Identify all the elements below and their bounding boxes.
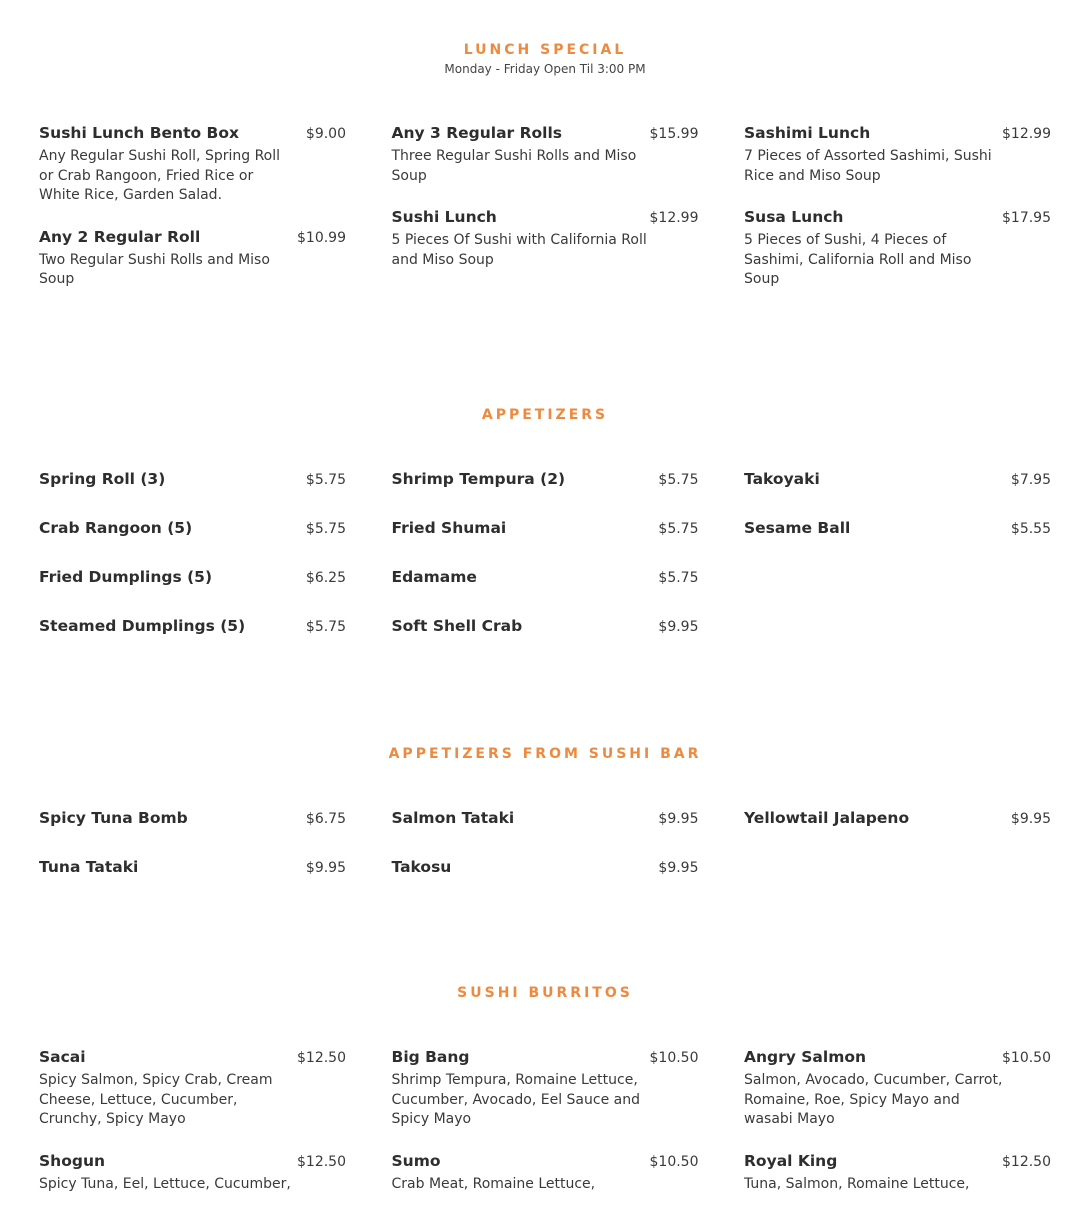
item-description: Salmon, Avocado, Cucumber, Carrot, Romaine, Roe, Spicy Mayo and wasabi Mayo bbox=[744, 1072, 1003, 1127]
item-price: $12.99 bbox=[649, 210, 699, 226]
item-name: Sesame Ball bbox=[744, 519, 851, 537]
section-title: APPETIZERS bbox=[481, 407, 609, 423]
item-description: Spicy Salmon, Spicy Crab, Cream Cheese, Lettuce, Cucumber, Crunchy, Spicy Mayo bbox=[39, 1072, 273, 1127]
sushi-bar-appetizers-grid bbox=[39, 809, 1051, 907]
item-price: $12.99 bbox=[1002, 126, 1051, 142]
item-name: Angry Salmon bbox=[744, 1048, 867, 1066]
menu-column bbox=[39, 470, 346, 666]
item-description: 5 Pieces Of Sushi with California Roll and Miso Soup bbox=[391, 232, 647, 268]
item-name: Edamame bbox=[391, 568, 477, 586]
menu-column bbox=[392, 470, 699, 666]
item-price: $6.75 bbox=[305, 811, 346, 827]
sushi-burritos-grid bbox=[39, 1048, 1051, 1216]
menu-item bbox=[39, 470, 346, 488]
item-price: $9.95 bbox=[658, 860, 699, 876]
menu-item bbox=[392, 568, 699, 586]
item-price: $7.95 bbox=[1010, 472, 1051, 488]
menu-item bbox=[39, 809, 346, 827]
menu-item bbox=[39, 568, 346, 586]
menu-column bbox=[392, 809, 699, 907]
item-name: Takosu bbox=[391, 858, 452, 876]
item-name: Sushi Lunch bbox=[391, 208, 497, 226]
item-price: $6.25 bbox=[305, 570, 346, 586]
item-price: $17.95 bbox=[1002, 210, 1051, 226]
menu-item bbox=[392, 519, 699, 537]
item-name: Crab Rangoon (5) bbox=[39, 519, 193, 537]
menu-column bbox=[392, 124, 699, 312]
menu-column bbox=[39, 1048, 346, 1216]
appetizers-grid bbox=[39, 470, 1051, 666]
menu-item bbox=[39, 228, 346, 290]
menu-item bbox=[39, 1048, 346, 1130]
lunch-special-grid bbox=[39, 124, 1051, 312]
menu-item bbox=[744, 809, 1051, 827]
item-name: Yellowtail Jalapeno bbox=[744, 809, 910, 827]
item-price: $15.99 bbox=[649, 126, 699, 142]
item-name: Spring Roll (3) bbox=[39, 470, 166, 488]
section-lunch-special bbox=[0, 42, 1090, 76]
menu-item bbox=[744, 208, 1051, 290]
item-description: Spicy Tuna, Eel, Lettuce, Cucumber, bbox=[39, 1175, 291, 1192]
item-price: $12.50 bbox=[297, 1050, 346, 1066]
item-name: Shogun bbox=[39, 1151, 106, 1170]
menu-item bbox=[392, 124, 699, 186]
menu-item bbox=[392, 208, 699, 270]
item-name: Sashimi Lunch bbox=[744, 124, 871, 142]
item-price: $5.75 bbox=[305, 619, 346, 635]
item-name: Spicy Tuna Bomb bbox=[39, 809, 188, 827]
menu-item bbox=[744, 124, 1051, 186]
item-description: 5 Pieces of Sushi, 4 Pieces of Sashimi, California Roll and Miso Soup bbox=[744, 232, 972, 287]
item-description: Two Regular Sushi Rolls and Miso Soup bbox=[39, 251, 270, 287]
item-price: $10.50 bbox=[1002, 1050, 1051, 1066]
item-price: $10.50 bbox=[649, 1153, 699, 1170]
item-description: Crab Meat, Romaine Lettuce, bbox=[391, 1175, 596, 1192]
item-price: $9.00 bbox=[305, 126, 346, 142]
item-name: Soft Shell Crab bbox=[391, 617, 523, 635]
menu-column bbox=[744, 809, 1051, 907]
item-name: Shrimp Tempura (2) bbox=[391, 470, 566, 488]
item-price: $5.75 bbox=[658, 472, 699, 488]
section-subtitle: Monday - Friday Open Til 3:00 PM bbox=[444, 62, 646, 76]
item-name: Sushi Lunch Bento Box bbox=[39, 124, 240, 142]
item-name: Big Bang bbox=[391, 1048, 470, 1066]
section-sushi-burritos bbox=[0, 985, 1090, 1001]
item-price: $5.55 bbox=[1010, 521, 1051, 537]
item-price: $5.75 bbox=[658, 521, 699, 537]
menu-item bbox=[392, 809, 699, 827]
item-price: $10.99 bbox=[297, 229, 346, 246]
item-name: Salmon Tataki bbox=[391, 809, 515, 827]
menu-item bbox=[39, 858, 346, 876]
item-description: Three Regular Sushi Rolls and Miso Soup bbox=[391, 148, 637, 184]
item-name: Any 3 Regular Rolls bbox=[391, 124, 563, 142]
menu-item bbox=[392, 470, 699, 488]
menu-column bbox=[39, 124, 346, 312]
item-name: Any 2 Regular Roll bbox=[39, 227, 201, 246]
item-name: Takoyaki bbox=[744, 470, 820, 488]
item-price: $9.95 bbox=[658, 619, 699, 635]
menu-item bbox=[392, 858, 699, 876]
menu-item bbox=[39, 617, 346, 635]
item-price: $9.95 bbox=[658, 811, 699, 827]
item-name: Fried Shumai bbox=[391, 519, 507, 537]
item-price: $12.50 bbox=[1002, 1153, 1051, 1170]
item-name: Sacai bbox=[39, 1048, 86, 1066]
item-price: $5.75 bbox=[658, 570, 699, 586]
menu-column bbox=[392, 1048, 699, 1216]
item-description: Any Regular Sushi Roll, Spring Roll or Crab Rangoon, Fried Rice or White Rice, Garden Salad. bbox=[39, 148, 281, 203]
menu-column bbox=[744, 1048, 1051, 1216]
item-name: Tuna Tataki bbox=[39, 858, 139, 876]
item-price: $12.50 bbox=[297, 1153, 346, 1170]
menu-item bbox=[39, 519, 346, 537]
item-price: $9.95 bbox=[305, 860, 346, 876]
item-name: Susa Lunch bbox=[744, 208, 844, 226]
item-description: 7 Pieces of Assorted Sashimi, Sushi Rice and Miso Soup bbox=[744, 148, 992, 184]
menu-column bbox=[744, 124, 1051, 312]
menu-item bbox=[39, 1152, 346, 1195]
item-description: Tuna, Salmon, Romaine Lettuce, bbox=[744, 1175, 970, 1192]
item-name: Fried Dumplings (5) bbox=[39, 568, 213, 586]
menu-column bbox=[39, 809, 346, 907]
menu-item bbox=[744, 519, 1051, 537]
item-price: $5.75 bbox=[305, 472, 346, 488]
item-price: $10.50 bbox=[649, 1050, 699, 1066]
menu-item bbox=[392, 617, 699, 635]
menu-item bbox=[744, 1048, 1051, 1130]
menu-item bbox=[392, 1152, 699, 1195]
menu-item bbox=[744, 1152, 1051, 1195]
section-appetizers-sushi-bar bbox=[0, 746, 1090, 762]
menu-item bbox=[39, 124, 346, 206]
section-title: LUNCH SPECIAL bbox=[463, 42, 627, 58]
menu-item bbox=[744, 470, 1051, 488]
menu-item bbox=[392, 1048, 699, 1130]
section-title: APPETIZERS FROM SUSHI BAR bbox=[388, 746, 702, 762]
menu-column bbox=[744, 470, 1051, 666]
section-title: SUSHI BURRITOS bbox=[457, 985, 633, 1001]
section-appetizers bbox=[0, 407, 1090, 423]
item-description: Shrimp Tempura, Romaine Lettuce, Cucumber, Avocado, Eel Sauce and Spicy Mayo bbox=[391, 1072, 640, 1127]
item-name: Royal King bbox=[744, 1151, 838, 1170]
item-price: $9.95 bbox=[1010, 811, 1051, 827]
item-name: Steamed Dumplings (5) bbox=[39, 617, 246, 635]
item-name: Sumo bbox=[391, 1151, 441, 1170]
item-price: $5.75 bbox=[305, 521, 346, 537]
